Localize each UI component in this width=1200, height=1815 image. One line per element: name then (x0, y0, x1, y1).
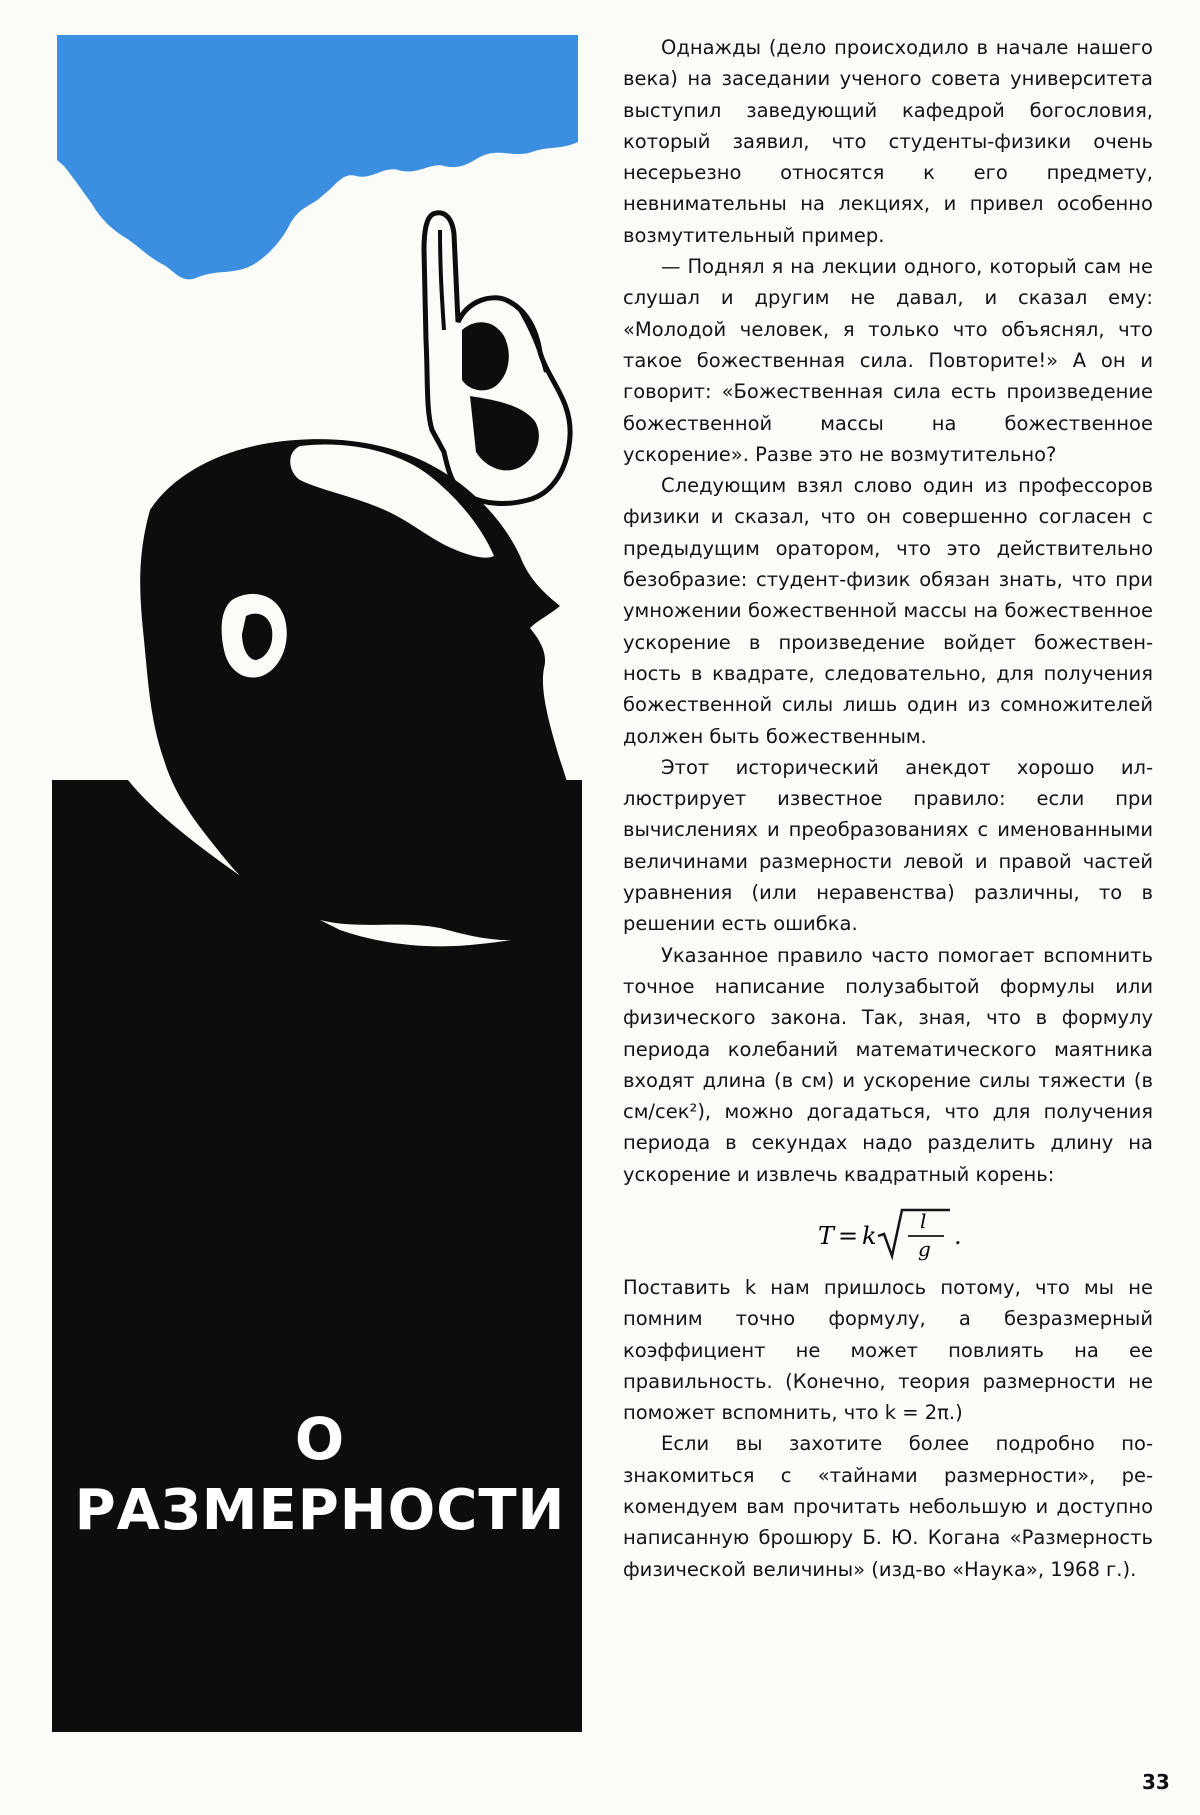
article-text (623, 32, 1153, 1585)
sky-shape (57, 35, 578, 279)
paragraph-6: Поставить k нам пришлось потому, что мы не помним точно формулу, а безразмерный коэффициент не может повлиять на ее правильность. (Конечно, теория размерности не поможет вспомнить, что k = 2π.) (623, 1275, 1153, 1425)
pendulum-formula (623, 1206, 1153, 1262)
formula-equals: = (838, 1221, 859, 1250)
paragraph-3: Следующим взял слово один из профессоров физики и сказал, что он совершенно согласен с предыдущим оратором, что это действительно безобразие: студент-физик обязан знать, что при умножении божественной массы на божественное ускорение в произведение войдет божественность в квадрате, следовательно, для получения божественной силы лишь один из сомножителей должен быть божественным. (623, 474, 1153, 748)
pointing-hand-icon (424, 213, 570, 504)
paragraph-5: Указанное правило часто помогает вспомнить точное написание полузабытой формулы или физического закона. Так, зная, что в формулу периода колебаний математического маятника входят длина (в см) и ускорение силы тяжести (в см/сек²), можно догадаться, что для получения периода в секундах надо разделить длину на ускорение и извлечь квадратный корень: (623, 943, 1153, 1186)
paragraph-1: Однажды (дело происходило в начале нашего века) на заседании ученого совета университета выступил заведующий кафедрой богословия, который заявил, что студенты-физики очень несерьезно относятся к его предмету, невнимательны на лекциях, и привел особенно возмутительный пример. (623, 36, 1153, 247)
page-number: 33 (1142, 1770, 1170, 1794)
paragraph-4: Этот исторический анекдот хорошо иллюстрирует известное правило: если при вычислениях и преобразованиях с именованными величинами размерности левой и правой частей уравнения (или неравенства) различны, то в решении есть ошибка. (623, 755, 1153, 936)
formula-denominator: g (918, 1236, 931, 1261)
formula-end: . (954, 1221, 962, 1250)
title-line-2: РАЗМЕРНОСТИ (74, 1478, 566, 1543)
title-line-1: О (294, 1405, 346, 1473)
formula-lhs: T (818, 1221, 835, 1250)
paragraph-2: — Поднял я на лекции одного, который сам не слушал и другим не давал, и сказал ему: «Молодой человек, я только что объяснял, что такое божественная сила. Повторите!» А он и говорит: «Божественная сила есть произведение божественной массы на божественное ускорение». Разве это не возмутительно? (623, 255, 1153, 466)
sqrt-sign (878, 1210, 950, 1256)
formula-coef: k (862, 1221, 877, 1250)
paragraph-7: Если вы захотите более подробно познакомиться с «тайнами размерности», рекомендуем вам прочитать небольшую и доступно написанную брошюру Б. Ю. Когана «Размерность физической величины» (изд-во «Наука», 1968 г.). (623, 1432, 1153, 1581)
formula-numerator: l (920, 1208, 927, 1233)
